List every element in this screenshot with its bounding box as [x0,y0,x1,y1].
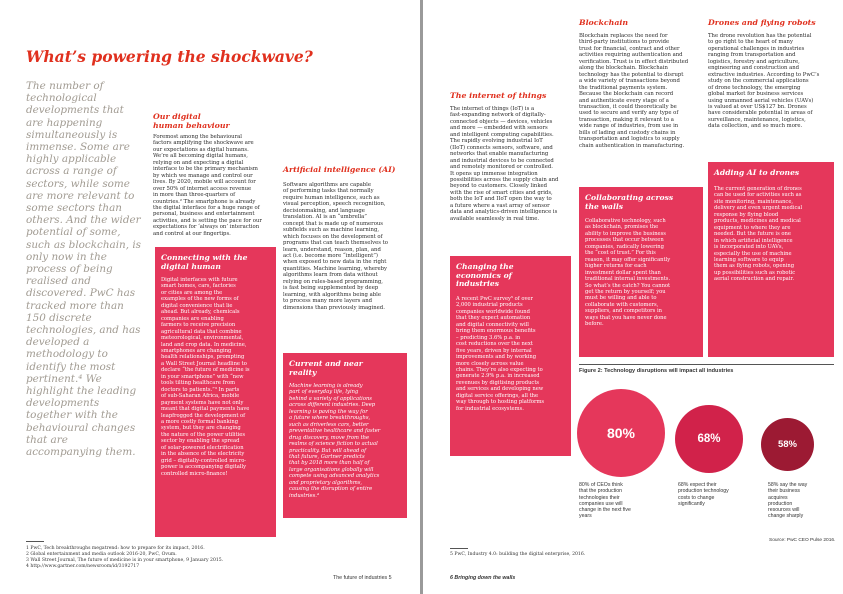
right-page [423,0,843,594]
left-page [0,0,420,594]
changing-box-body: A recent PwC survey⁵ of over 2,000 industrial products companies worldwide found that they expect automation and digital connectivity will bring them enormous benefits – predicting 3.6% p.a. in cost reductions over the next five years, driven by internal improvements and by working more closely across value chains. They’re also expecting to generate 2.9% p.a. in increased revenues by digitising products and services and developing new digital service offerings, all the way through to hosting platforms for industrial ecosystems. [456,296,545,412]
connecting-box-body: Digital interfaces with future smart homes, cars, factories or cities are among the examples of the new forms of digital convenience that lie ahead. But already, chemicals companies are enabling farmers to receive precision agricultural data that combine meteorological, environmental, land and crop data. In medicine, smartphones are changing health relationships, prompting a Wall Street Journal headline to declare “the future of medicine is in your smartphone” with “new tools tilting healthcare from doctors to patients.”³ In parts of sub-Saharan Africa, mobile payment systems have not only meant that digital payments have leapfrogged the development of a more costly formal banking system, but they are changing the nature of the power utilities sector by enabling the spread of solar-powered electrification in the absence of the electricity grid – digitally-controlled micro- power is accompanying digitally controlled micro-finance! [161,277,250,477]
ai-body: Software algorithms are capable of performing tasks that normally require human intelligence, such as visual perception, speech recognition, decisionmaking, and language translation. AI is an “umbrella” concept that is made up of numerous subfields such as machine learning, which focuses on the development of programs that can teach themselves to learn, understand, reason, plan, and act (i.e. become more “intelligent”) when exposed to new data in the right quantities. Machine learning, whereby algorithms learn from data without relying on rules-based programming, is fast being supplemented by deep learning, with algorithms being able to process many more layers and dimensions than previously imagined. [283,182,388,311]
stat-value-68: 68% [697,433,721,445]
page-title: What’s powering the shockwave? [26,47,313,66]
stat-circle-80 [577,389,665,477]
changing-box-heading: Changing the economics of industries [456,262,514,289]
connecting-digital-human-box [155,247,276,537]
adding-ai-box-heading: Adding AI to drones [714,168,800,177]
current-near-reality-box [283,353,407,518]
drones-heading: Drones and flying robots [708,18,816,27]
adding-ai-drones-box [708,162,834,357]
page-folio-right: 6 Bringing down the walls [450,575,516,581]
stat-caption-80: 80% of CEOs think that the production technologies their companies use will change in the next five years [579,482,631,520]
collab-box-body: Collaborative technology, such as blockchain, promises the ability to improve the business processes that occur between companies, radically lowering the “cost of trust.” For this reason, it may offer significantly higher returns for each investment dollar spent than traditional internal investments. So what’s the catch? You cannot get the return by yourself; you must be willing and able to collaborate with customers, suppliers, and competitors in ways that you have never done before. [585,218,671,328]
drones-body: The drone revolution has the potential to go right to the heart of many operational challenges in industries ranging from transportation and logistics, forestry and agriculture, engineering and construction and extractive industries. According to PwC’s study on the commercial applications of drone technology, the emerging global market for business services using unmanned aerial vehicles (UAVs) is valued at over US$127 bn. Drones have considerable potential in areas of surveillance, maintenance, logistics, data collection, and so much more. [708,33,820,130]
ai-heading: Artificial intelligence (AI) [283,165,396,174]
footnotes-right: 5 PwC, Industry 4.0: building the digital enterprise, 2016. [450,552,586,557]
iot-body: The internet of things (IoT) is a fast-expanding network of digitally- connected objects — devices, vehicles and more — embedded with sensors and intelligent computing capabilities. The rapidly evolving industrial IoT (IIoT) connects sensors, software, and networks that enable manufacturing and industrial devices to be connected and remotely monitored or controlled. It opens up immense integration possibilities across the supply chain and beyond to customers. Closely linked with the rise of smart cities and grids, both the IoT and IIoT open the way to a future where a vast array of sensor data and analytics-driven intelligence is available seamlessly in real time. [450,106,559,222]
stat-value-58: 58% [777,439,797,450]
figure-title: Figure 2: Technology disruptions will impact all industries [579,368,734,374]
digital-human-body: Foremost among the behavioural factors amplifying the shockwave are our expectations as digital humans. We’re all becoming digital humans, relying on and expecting a digital interface to be the primary mechanism by which we manage and control our lives. By 2020, mobile will account for over 50% of internet access revenue in more than three-quarters of countries.² The smartphone is already the digital interface for a huge range of personal, business and entertainment activities, and is setting the pace for our expectations for ‘always on’ interaction and control at our fingertips. [153,134,262,237]
current-box-heading: Current and near reality [289,359,363,377]
figure-rule [579,364,834,365]
adding-ai-box-body: The current generation of drones can be used for activities such as site monitoring, maintenance, delivery and even urgent medical response by flying blood products, medicines and medical equipment to where they are needed. But the future is one in which artificial intelligence is incorporated into UAVs, especially the use of machine learning software to equip them as flying robots, opening up possibilities such as robotic aerial construction and repair. [714,186,803,283]
footnote-rule [26,541,44,542]
connecting-box-heading: Connecting with the digital human [161,253,248,271]
digital-human-heading: Our digital human behaviour [153,112,230,130]
stat-circle-68 [675,405,743,473]
current-box-body: Machine learning is already part of everyday life, lying behind a variety of applications across different industries. Deep learning is paving the way for a future where breakthroughs, such as driverless cars, better preventative healthcare and faster drug discovery, move from the realms of science fiction to actual practicality. But will ahead of that future, Gartner predicts that by 2018 more than half of large organisations globally will compete using advanced analytics and proprietary algorithms, causing the disruption of entire industries.⁴ [289,383,381,499]
changing-economics-box [450,256,571,456]
stat-circle-58 [761,418,814,471]
page-folio: The future of industries 5 [333,575,392,581]
collab-box-heading: Collaborating across the walls [585,193,674,211]
footnotes: 1 PwC, Tech breakthroughs megatrend: how to prepare for its impact, 2016. 2 Global entertainment and media outlook 2016-20, PwC, Ovum. 3 Wall Street Journal, The future of medicine is in your smartphone, 9 January 2015. 4 http://www.gartner.com/newsroom/id/3192717 [26,546,224,569]
stat-caption-68: 68% expect their production technology costs to change significantly [678,482,729,507]
iot-heading: The internet of things [450,91,547,100]
footnote-rule-right [450,548,468,549]
blockchain-heading: Blockchain [579,18,629,27]
figure-source: Source: PwC CEO Pulse 2016. [769,538,836,543]
pull-quote: The number of technological developments that are happening simultaneously is immense. Some are highly applicable across a range of sectors, while some are more relevant to some sectors than others. And the wider potential of some, such as blockchain, is only now in the process of being realised and discovered. PwC has tracked more than 150 discrete technologies, and has developed a methodology to identify the most pertinent.⁴ We highlight the leading developments together with the behavioural changes that are accompanying them. [26,80,141,459]
stat-value-80: 80% [606,425,636,441]
stat-caption-58: 58% say the way their business acquires production resources will change sharply [768,482,808,520]
blockchain-body: Blockchain replaces the need for third-party institutions to provide trust for financial, contract and other activities requiring authentication and verification. Trust is in effect distributed along the blockchain. Blockchain technology has the potential to disrupt a wide variety of transactions beyond the traditional payments system. Because the blockchain can record and authenticate every stage of a transaction, it could theoretically be used to secure and verify any type of transaction, making it relevant to a wide range of industries, from use in bills of lading and custody chains in transportation and logistics to supply chain authentication in manufacturing. [579,33,689,149]
collaborating-box [579,187,703,357]
